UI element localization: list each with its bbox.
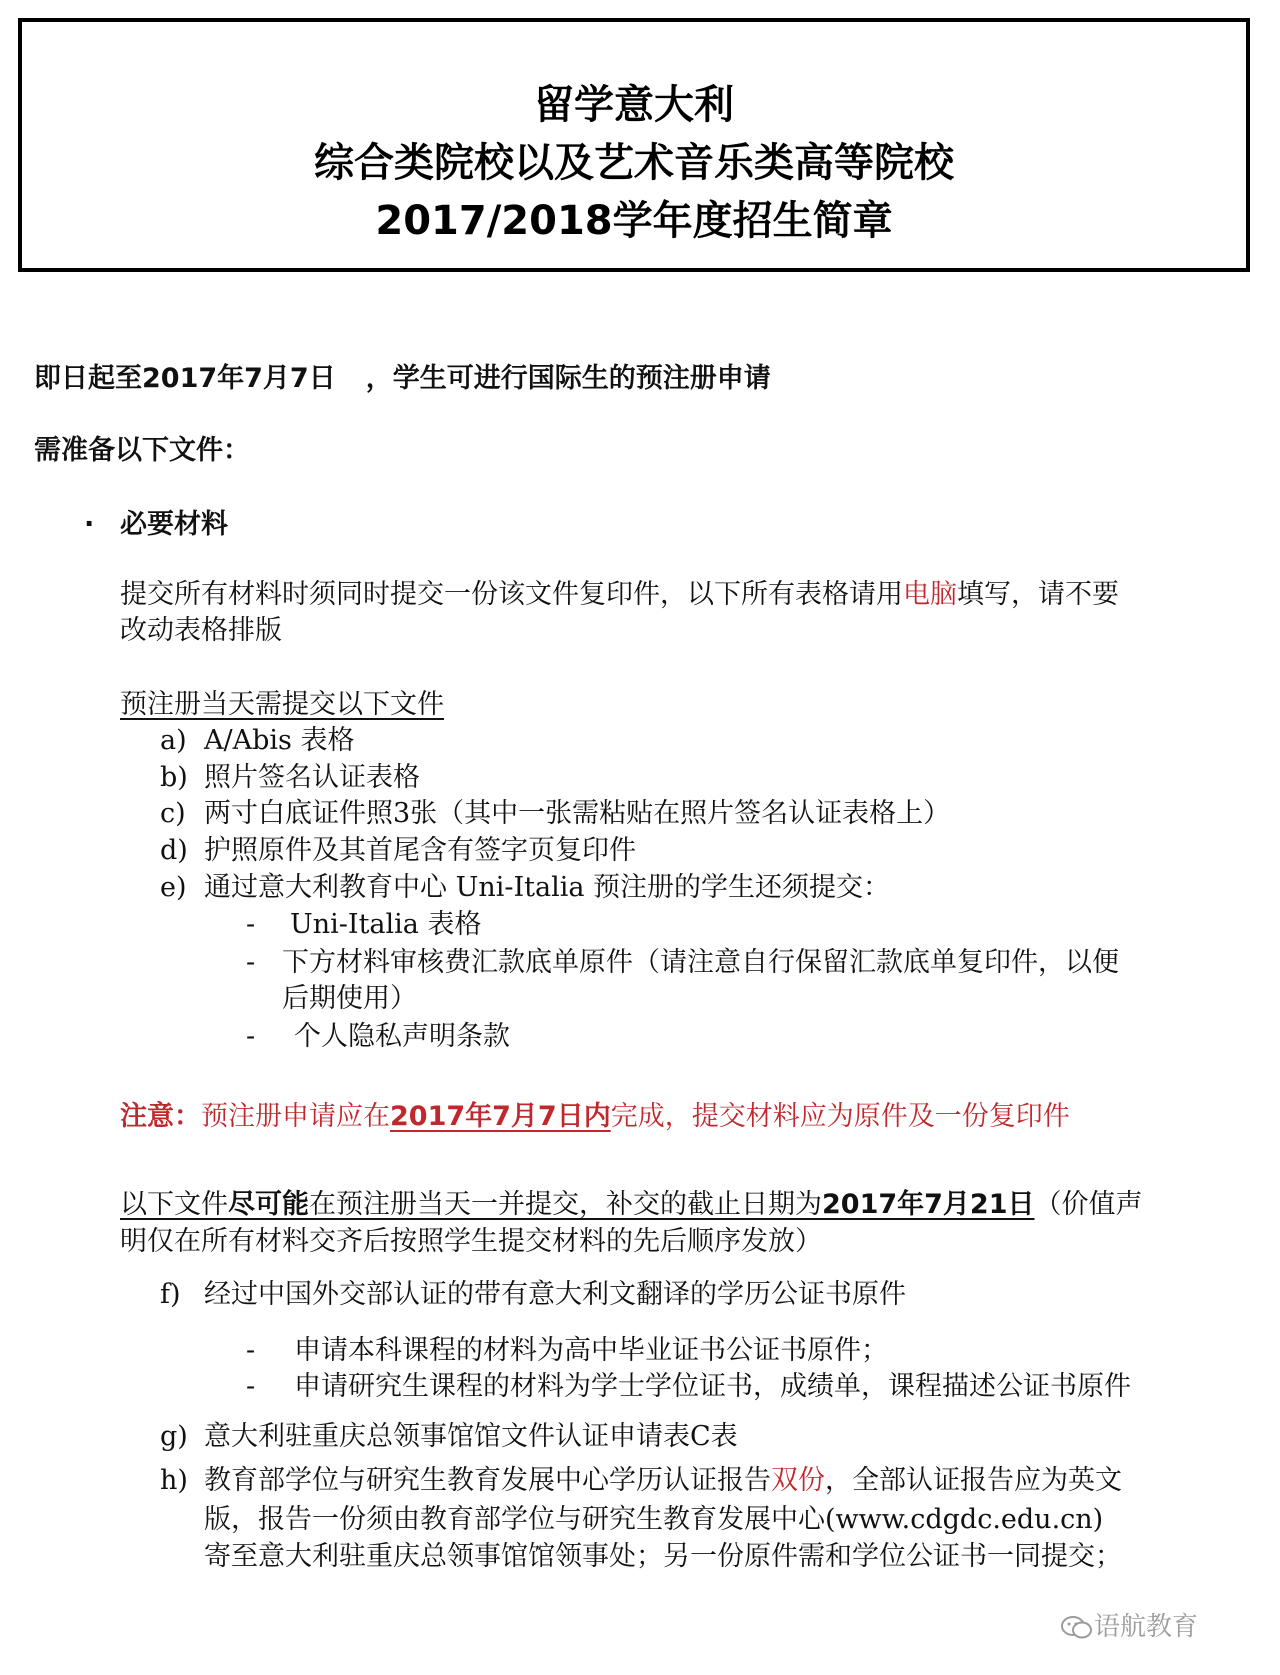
title-line-1: 留学意大利 [534, 82, 734, 128]
title-box [18, 18, 1250, 272]
sub-list-item-cont: 后期使用） [282, 983, 417, 1014]
notice-line [120, 1094, 1070, 1133]
note-line-2: 改动表格排版 [120, 615, 282, 646]
sub-list-item: - Uni-Italia 表格 [246, 909, 482, 940]
sub-list-item: - 个人隐私声明条款 [246, 1021, 510, 1052]
prepare-heading: 需准备以下文件： [34, 435, 250, 466]
item-h-emph: 双份 [771, 1465, 825, 1496]
list-item: f) 经过中国外交部认证的带有意大利文翻译的学历公证书原件 [160, 1279, 906, 1310]
section-heading [84, 502, 228, 541]
later-docs-date: 2017年7月21日 [822, 1189, 1035, 1220]
list-item: d) 护照原件及其首尾含有签字页复印件 [160, 835, 636, 866]
notice-text-1: 预注册申请应在 [201, 1101, 390, 1132]
later-docs-line-2: 明仅在所有材料交齐后按照学生提交材料的先后顺序发放） [120, 1226, 822, 1257]
sub-list-item: - 下方材料审核费汇款底单原件（请注意自行保留汇款底单复印件，以便 [246, 947, 1119, 978]
note-highlight: 电脑 [903, 579, 957, 610]
wechat-icon [1060, 1615, 1094, 1641]
intro-date-range: 即日起至2017年7月7日 [34, 363, 336, 394]
list-item: b) 照片签名认证表格 [160, 762, 420, 793]
item-h-line-2: 版，报告一份须由教育部学位与研究生教育发展中心(www.cdgdc.edu.cn) [204, 1504, 1104, 1535]
sub-list-item: - 申请本科课程的材料为高中毕业证书公证书原件； [246, 1335, 888, 1366]
title-line-3: 2017/2018学年度招生简章 [375, 198, 893, 244]
pre-registration-heading: 预注册当天需提交以下文件 [120, 689, 444, 720]
list-item: h) 教育部学位与研究生教育发展中心学历认证报告双份，全部认证报告应为英文 [160, 1465, 1122, 1496]
list-item: a) A/Abis 表格 [160, 725, 355, 756]
list-item: c) 两寸白底证件照3张（其中一张需粘贴在照片签名认证表格上） [160, 798, 951, 829]
bullet-icon: · [84, 509, 95, 540]
title-line-2: 综合类院校以及艺术音乐类高等院校 [314, 140, 954, 186]
notice-date: 2017年7月7日内 [390, 1101, 611, 1132]
later-docs-line-1: 以下文件尽可能在预注册当天一并提交，补交的截止日期为2017年7月21日（价值声 [120, 1189, 1143, 1220]
list-item: e) 通过意大利教育中心 Uni-Italia 预注册的学生还须提交： [160, 872, 891, 903]
watermark [1060, 1606, 1198, 1643]
note-line-1 [120, 572, 1119, 611]
list-item: g) 意大利驻重庆总领事馆馆文件认证申请表C表 [160, 1421, 738, 1452]
item-h-line-3: 寄至意大利驻重庆总领事馆馆领事处；另一份原件需和学位公证书一同提交； [204, 1541, 1122, 1572]
notice-text-2: 完成，提交材料应为原件及一份复印件 [610, 1101, 1070, 1132]
note-text-2: 填写，请不要 [957, 579, 1119, 610]
notice-label: 注意： [120, 1101, 201, 1132]
intro-line [34, 356, 771, 395]
later-docs-underlined: 以下文件尽可能在预注册当天一并提交，补交的截止日期为2017年7月21日 [120, 1189, 1035, 1220]
watermark-text: 语航教育 [1094, 1612, 1199, 1642]
later-docs-emph: 尽可能 [228, 1189, 309, 1220]
note-text-1: 提交所有材料时须同时提交一份该文件复印件，以下所有表格请用 [120, 579, 903, 610]
section-heading-text: 必要材料 [120, 509, 228, 540]
sub-list-item: - 申请研究生课程的材料为学士学位证书，成绩单，课程描述公证书原件 [246, 1371, 1131, 1402]
intro-suffix: ，学生可进行国际生的预注册申请 [365, 363, 771, 394]
